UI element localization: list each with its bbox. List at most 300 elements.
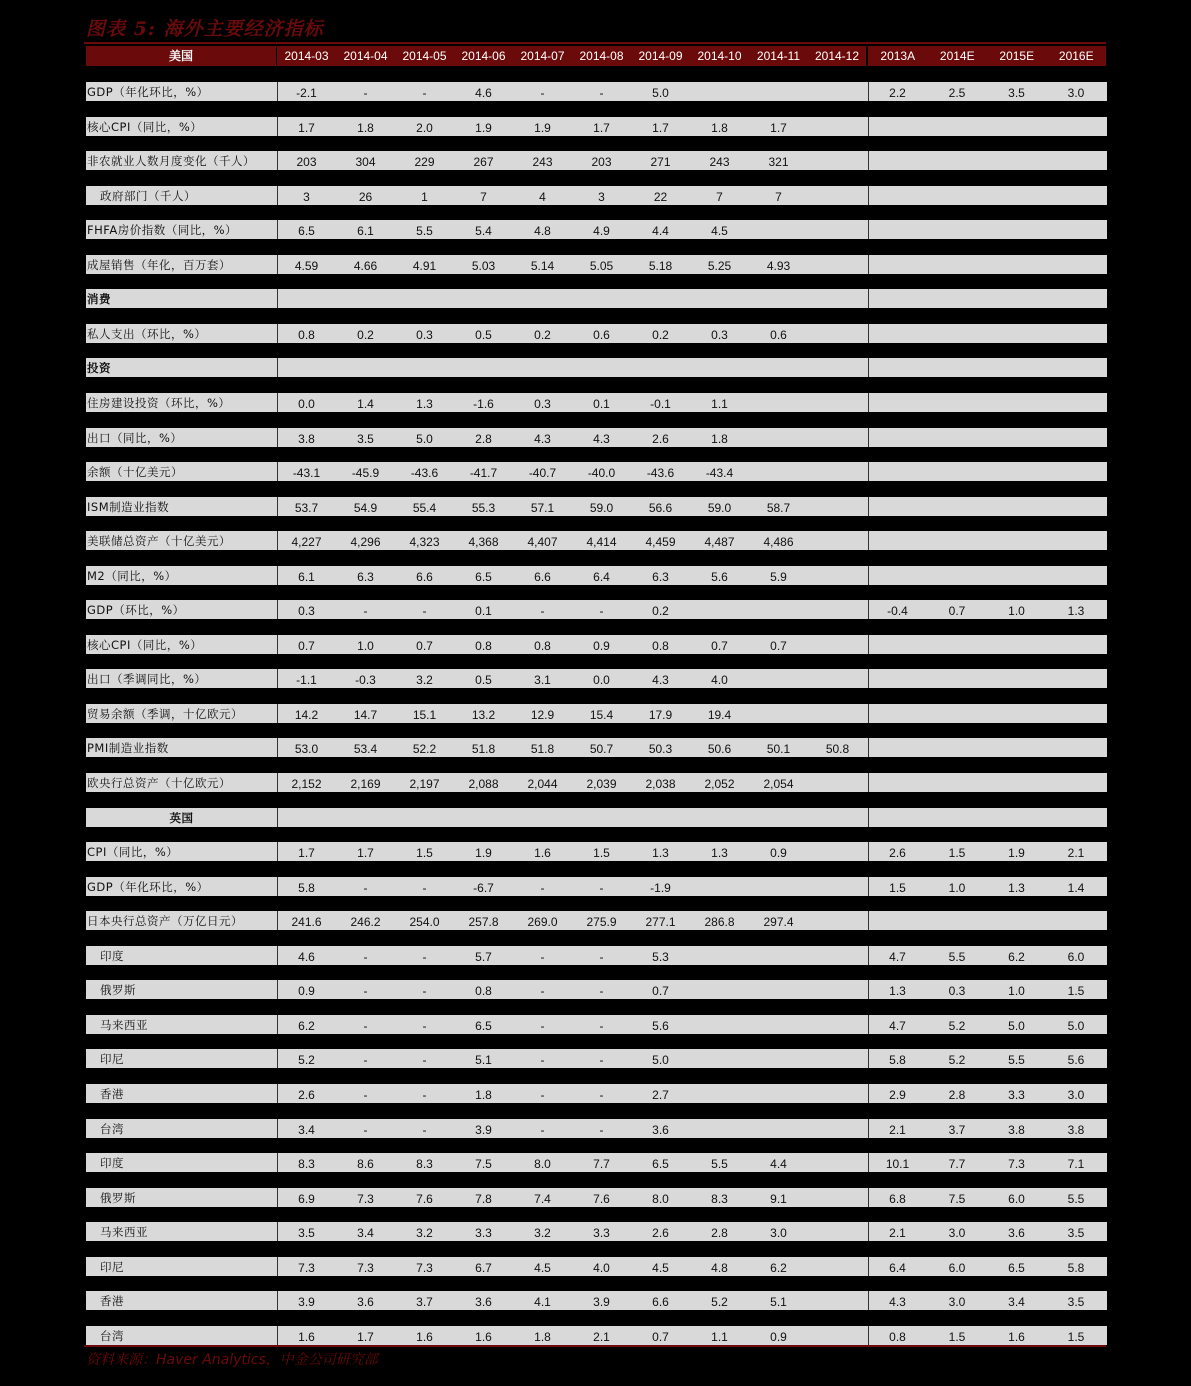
month-cell: 6.6 [652, 1295, 669, 1309]
month-cell: - [540, 984, 545, 998]
month-cell: 7.7 [593, 1157, 610, 1171]
annual-values [868, 1153, 1107, 1172]
month-cell: 1.7 [593, 121, 610, 135]
month-cell: -41.7 [469, 466, 498, 480]
month-cell: - [599, 1123, 604, 1137]
monthly-values [277, 1153, 868, 1172]
year-cell: 6.8 [889, 1192, 906, 1206]
year-cell: 1.0 [1008, 604, 1025, 618]
month-cell: 1.8 [357, 121, 374, 135]
monthly-values [277, 1049, 868, 1068]
year-cell: 3.5 [1067, 1295, 1085, 1309]
month-cell: 4.93 [766, 259, 791, 273]
month-cell: 0.8 [652, 639, 669, 653]
month-cell: 5.03 [471, 259, 496, 273]
month-cell: - [599, 604, 604, 618]
row-label: PMI制造业指数 [86, 738, 277, 757]
month-cell: 4,227 [291, 535, 322, 549]
month-cell: 2.1 [593, 1330, 610, 1344]
monthly-values [277, 600, 868, 619]
month-cell: 19.4 [707, 708, 732, 722]
table-row [86, 289, 1106, 308]
annual-values [868, 635, 1107, 654]
table-row [86, 911, 1106, 930]
month-cell: - [540, 950, 545, 964]
month-cell: 5.1 [770, 1295, 787, 1309]
month-cell: 0.5 [475, 673, 492, 687]
month-cell: - [363, 1088, 368, 1102]
month-cell: 12.9 [530, 708, 555, 722]
month-cell: 14.2 [294, 708, 319, 722]
month-cell: 3 [598, 190, 605, 204]
year-cell: 0.3 [948, 984, 966, 998]
month-cell: 297.4 [763, 915, 794, 929]
row-label: 印度 [86, 946, 277, 965]
month-cell: - [422, 1088, 427, 1102]
month-cell: 7.3 [357, 1261, 374, 1275]
month-cell: 8.3 [416, 1157, 433, 1171]
month-cell: - [422, 1123, 427, 1137]
header-month: 2014-08 [572, 46, 631, 66]
month-cell: 59.0 [589, 501, 614, 515]
month-cell: - [422, 881, 427, 895]
monthly-values [277, 1119, 868, 1138]
month-cell: 59.0 [707, 501, 732, 515]
month-cell: 243 [532, 155, 553, 169]
month-cell: 0.9 [298, 984, 315, 998]
table-row [86, 497, 1106, 516]
month-cell: 3.6 [475, 1295, 492, 1309]
year-cell: 1.0 [948, 881, 966, 895]
month-cell: 254.0 [409, 915, 440, 929]
month-cell: 1.8 [534, 1330, 551, 1344]
month-cell: -43.6 [646, 466, 675, 480]
table-row [86, 186, 1106, 205]
monthly-values [277, 738, 868, 757]
year-cell: 2.6 [889, 846, 906, 860]
month-cell: 0.8 [475, 984, 492, 998]
monthly-values [277, 1188, 868, 1207]
month-cell: 2,088 [468, 777, 499, 791]
row-label: 英国 [86, 808, 277, 827]
month-cell: 5.4 [475, 224, 492, 238]
year-cell: 3.0 [948, 1295, 966, 1309]
table-row [86, 600, 1106, 619]
header-month: 2014-11 [749, 46, 808, 66]
month-cell: 6.3 [357, 570, 374, 584]
annual-values [868, 220, 1107, 239]
table-row [86, 980, 1106, 999]
month-cell: -2.1 [296, 86, 317, 100]
month-cell: 0.3 [416, 328, 433, 342]
year-cell: 2.1 [889, 1226, 906, 1240]
month-cell: 4 [539, 190, 546, 204]
month-cell: 4.8 [534, 224, 551, 238]
monthly-values [277, 566, 868, 585]
table-row [86, 82, 1106, 101]
monthly-values [277, 117, 868, 136]
row-label: ISM制造业指数 [86, 497, 277, 516]
month-cell: 6.6 [534, 570, 551, 584]
row-label: 美联储总资产（十亿美元） [86, 531, 277, 550]
month-cell: -0.3 [355, 673, 376, 687]
month-cell: 2.8 [711, 1226, 728, 1240]
month-cell: 1.4 [357, 397, 374, 411]
month-cell: 8.0 [652, 1192, 669, 1206]
month-cell: 2.7 [652, 1088, 669, 1102]
month-cell: 7 [716, 190, 723, 204]
month-cell: 2.6 [652, 1226, 669, 1240]
annual-values [868, 1119, 1107, 1138]
header-month: 2014-07 [513, 46, 572, 66]
row-label: 俄罗斯 [86, 1188, 277, 1207]
monthly-values [277, 946, 868, 965]
annual-values [868, 1015, 1107, 1034]
month-cell: 3.3 [475, 1226, 492, 1240]
month-cell: 4.9 [593, 224, 610, 238]
month-cell: 277.1 [645, 915, 676, 929]
year-cell: 3.0 [1067, 1088, 1085, 1102]
annual-values [868, 600, 1107, 619]
year-cell: 2.8 [948, 1088, 966, 1102]
table-row [86, 220, 1106, 239]
row-label: 台湾 [86, 1119, 277, 1138]
month-cell: 52.2 [412, 742, 437, 756]
table-row [86, 1153, 1106, 1172]
month-cell: 1.5 [416, 846, 433, 860]
month-cell: 2.6 [298, 1088, 315, 1102]
row-label: 非农就业人数月度变化（千人） [86, 151, 277, 170]
table-row [86, 704, 1106, 723]
row-label: 印尼 [86, 1049, 277, 1068]
annual-values [868, 1049, 1107, 1068]
bottom-rule [84, 1345, 1106, 1347]
month-cell: -40.0 [587, 466, 616, 480]
monthly-values [277, 531, 868, 550]
monthly-values [277, 635, 868, 654]
monthly-values [277, 911, 868, 930]
month-cell: 5.0 [416, 432, 433, 446]
monthly-values [277, 808, 868, 827]
year-cell: 1.5 [948, 846, 966, 860]
month-cell: 286.8 [704, 915, 735, 929]
table-row [86, 635, 1106, 654]
month-cell: 4.8 [711, 1261, 728, 1275]
year-cell: 3.6 [1008, 1226, 1025, 1240]
row-label: 马来西亚 [86, 1015, 277, 1034]
month-cell: 50.8 [825, 742, 850, 756]
month-cell: 203 [296, 155, 317, 169]
year-cell: 6.0 [1008, 1192, 1025, 1206]
month-cell: 6.7 [475, 1261, 492, 1275]
month-cell: 7.3 [298, 1261, 315, 1275]
month-cell: 4.4 [770, 1157, 787, 1171]
month-cell: 1.6 [475, 1330, 492, 1344]
month-cell: 0.7 [298, 639, 315, 653]
month-cell: 4.3 [593, 432, 610, 446]
month-cell: 3.5 [357, 432, 374, 446]
month-cell: 15.4 [589, 708, 614, 722]
month-cell: 6.6 [416, 570, 433, 584]
month-cell: - [422, 1053, 427, 1067]
month-cell: 229 [414, 155, 435, 169]
month-cell: 1.3 [652, 846, 669, 860]
month-cell: -6.7 [473, 881, 494, 895]
month-cell: 4.5 [534, 1261, 551, 1275]
month-cell: 1.7 [770, 121, 787, 135]
annual-values [868, 1188, 1107, 1207]
monthly-values [277, 497, 868, 516]
table-row [86, 1084, 1106, 1103]
year-cell: 1.3 [889, 984, 906, 998]
month-cell: - [540, 1088, 545, 1102]
year-cell: 7.3 [1008, 1157, 1025, 1171]
year-cell: 6.0 [1067, 950, 1085, 964]
monthly-values [277, 82, 868, 101]
monthly-values [277, 289, 868, 308]
annual-values [868, 1326, 1107, 1345]
row-label: GDP（环比，%） [86, 600, 277, 619]
month-cell: 4.6 [298, 950, 315, 964]
month-cell: 3.8 [298, 432, 315, 446]
month-cell: - [540, 604, 545, 618]
month-cell: 203 [591, 155, 612, 169]
month-cell: 4,487 [704, 535, 735, 549]
annual-values [868, 428, 1107, 447]
month-cell: - [599, 1088, 604, 1102]
month-cell: 4.91 [412, 259, 437, 273]
month-cell: 0.7 [652, 1330, 669, 1344]
month-cell: 22 [653, 190, 668, 204]
table-row [86, 324, 1106, 343]
month-cell: 4,414 [586, 535, 617, 549]
month-cell: 57.1 [530, 501, 555, 515]
month-cell: 4,323 [409, 535, 440, 549]
month-cell: 4,459 [645, 535, 676, 549]
table-row [86, 462, 1106, 481]
month-cell: 5.18 [648, 259, 673, 273]
month-cell: 3.2 [416, 673, 433, 687]
year-cell: 3.8 [1067, 1123, 1085, 1137]
month-cell: 1.8 [475, 1088, 492, 1102]
month-cell: 257.8 [468, 915, 499, 929]
month-cell: 1.7 [298, 121, 315, 135]
year-cell: 4.7 [889, 950, 906, 964]
header-divider [867, 46, 868, 66]
annual-values [868, 738, 1107, 757]
monthly-values [277, 462, 868, 481]
row-label: 私人支出（环比，%） [86, 324, 277, 343]
year-cell: 1.6 [1008, 1330, 1025, 1344]
month-cell: 8.3 [298, 1157, 315, 1171]
month-cell: 0.5 [475, 328, 492, 342]
month-cell: - [363, 1019, 368, 1033]
month-cell: 5.25 [707, 259, 732, 273]
month-cell: - [540, 1019, 545, 1033]
month-cell: 275.9 [586, 915, 617, 929]
month-cell: 4,486 [763, 535, 794, 549]
header-divider [276, 46, 277, 66]
year-cell: 5.0 [1067, 1019, 1085, 1033]
month-cell: 0.9 [770, 846, 787, 860]
month-cell: 5.1 [475, 1053, 492, 1067]
year-cell: 6.0 [948, 1261, 966, 1275]
year-cell: 3.3 [1008, 1088, 1025, 1102]
table-row [86, 255, 1106, 274]
monthly-values [277, 393, 868, 412]
month-cell: 51.8 [471, 742, 496, 756]
month-cell: 7.8 [475, 1192, 492, 1206]
month-cell: 9.1 [770, 1192, 787, 1206]
month-cell: -43.1 [292, 466, 321, 480]
month-cell: 6.4 [593, 570, 610, 584]
month-cell: 7.6 [593, 1192, 610, 1206]
month-cell: 3 [303, 190, 310, 204]
table-row [86, 531, 1106, 550]
row-label: M2（同比，%） [86, 566, 277, 585]
year-cell: 2.1 [1067, 846, 1085, 860]
annual-values [868, 82, 1107, 101]
month-cell: - [540, 881, 545, 895]
month-cell: 1.9 [475, 846, 492, 860]
month-cell: 4.5 [711, 224, 728, 238]
annual-values [868, 877, 1107, 896]
month-cell: 4.66 [353, 259, 378, 273]
month-cell: 7 [480, 190, 487, 204]
month-cell: 56.6 [648, 501, 673, 515]
year-cell: 7.1 [1067, 1157, 1085, 1171]
header-year: 2015E [987, 46, 1047, 66]
year-cell: 3.5 [1008, 86, 1025, 100]
table-row [86, 669, 1106, 688]
month-cell: -1.6 [473, 397, 494, 411]
header-year: 2014E [928, 46, 988, 66]
month-cell: 1.3 [416, 397, 433, 411]
month-cell: 5.2 [298, 1053, 315, 1067]
month-cell: 246.2 [350, 915, 381, 929]
year-cell: 5.8 [1067, 1261, 1085, 1275]
monthly-values [277, 186, 868, 205]
month-cell: 3.0 [770, 1226, 787, 1240]
month-cell: 1.5 [593, 846, 610, 860]
row-label: GDP（年化环比，%） [86, 877, 277, 896]
month-cell: 26 [358, 190, 373, 204]
month-cell: 0.8 [298, 328, 315, 342]
month-cell: 2,039 [586, 777, 617, 791]
month-cell: -1.9 [650, 881, 671, 895]
year-cell: 5.5 [948, 950, 966, 964]
month-cell: 6.1 [298, 570, 315, 584]
year-cell: 3.4 [1008, 1295, 1025, 1309]
row-label: 政府部门（千人） [86, 186, 277, 205]
month-cell: 1.6 [534, 846, 551, 860]
month-cell: 5.9 [770, 570, 787, 584]
month-cell: - [422, 1019, 427, 1033]
row-label: 成屋销售（年化，百万套） [86, 255, 277, 274]
month-cell: 6.2 [770, 1261, 787, 1275]
month-cell: - [422, 604, 427, 618]
table-row [86, 393, 1106, 412]
table-row [86, 1049, 1106, 1068]
month-cell: 7 [775, 190, 782, 204]
monthly-values [277, 324, 868, 343]
year-cell: 5.2 [948, 1053, 966, 1067]
month-cell: 304 [355, 155, 376, 169]
annual-values [868, 1222, 1107, 1241]
month-cell: 3.2 [416, 1226, 433, 1240]
month-cell: 6.3 [652, 570, 669, 584]
year-cell: 1.4 [1067, 881, 1085, 895]
month-cell: 321 [768, 155, 789, 169]
month-cell: 4.5 [652, 1261, 669, 1275]
month-cell: 51.8 [530, 742, 555, 756]
monthly-values [277, 255, 868, 274]
annual-values [868, 255, 1107, 274]
month-cell: 2,197 [409, 777, 440, 791]
header-region: 美国 [86, 46, 276, 66]
figure-title: 图表 5: 海外主要经济指标 [86, 18, 324, 40]
table-row [86, 842, 1106, 861]
month-cell: 1.7 [652, 121, 669, 135]
annual-values [868, 946, 1107, 965]
month-cell: 4,368 [468, 535, 499, 549]
month-cell: 0.6 [770, 328, 787, 342]
year-cell: 3.7 [948, 1123, 966, 1137]
month-cell: 1.7 [357, 846, 374, 860]
year-cell: 6.5 [1008, 1261, 1025, 1275]
month-cell: 1.9 [534, 121, 551, 135]
table-row [86, 808, 1106, 827]
month-cell: 53.0 [294, 742, 319, 756]
table-row [86, 428, 1106, 447]
month-cell: - [363, 984, 368, 998]
monthly-values [277, 1291, 868, 1310]
monthly-values [277, 358, 868, 377]
year-cell: 4.3 [889, 1295, 906, 1309]
month-cell: 3.3 [593, 1226, 610, 1240]
month-cell: 0.1 [593, 397, 610, 411]
month-cell: 4.3 [652, 673, 669, 687]
month-cell: 1.1 [711, 397, 728, 411]
month-cell: 2,152 [291, 777, 322, 791]
month-cell: - [540, 1123, 545, 1137]
annual-values [868, 808, 1107, 827]
month-cell: 53.4 [353, 742, 378, 756]
year-cell: 3.5 [1067, 1226, 1085, 1240]
monthly-values [277, 842, 868, 861]
month-cell: 0.7 [770, 639, 787, 653]
year-cell: 1.9 [1008, 846, 1025, 860]
monthly-values [277, 704, 868, 723]
month-cell: 5.2 [711, 1295, 728, 1309]
monthly-values [277, 877, 868, 896]
month-cell: 1.3 [711, 846, 728, 860]
month-cell: 2.8 [475, 432, 492, 446]
table-row [86, 1119, 1106, 1138]
row-label: 俄罗斯 [86, 980, 277, 999]
month-cell: 7.3 [357, 1192, 374, 1206]
month-cell: - [422, 984, 427, 998]
month-cell: 5.6 [652, 1019, 669, 1033]
month-cell: 241.6 [291, 915, 322, 929]
row-label: 台湾 [86, 1326, 277, 1345]
header-month: 2014-10 [690, 46, 749, 66]
row-label: 住房建设投资（环比，%） [86, 393, 277, 412]
month-cell: 0.3 [298, 604, 315, 618]
header-year: 2013A [868, 46, 928, 66]
month-cell: 0.7 [652, 984, 669, 998]
month-cell: 0.9 [593, 639, 610, 653]
